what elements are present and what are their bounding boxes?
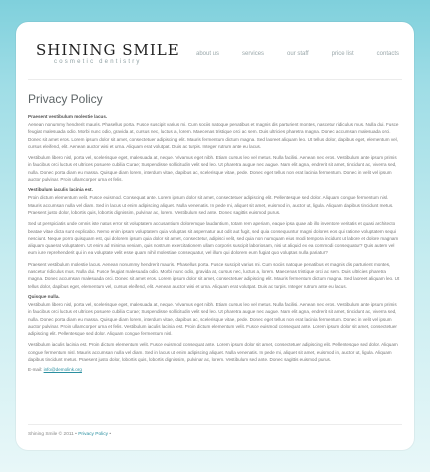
footer	[28, 432, 111, 437]
nav-price-list[interactable]: price list	[331, 51, 354, 57]
logo[interactable]	[36, 42, 180, 65]
nav-our-staff[interactable]: our staff	[287, 51, 309, 57]
section-heading: Praesent vestibulum molestie lacus.	[28, 114, 108, 119]
footer-divider	[28, 424, 402, 425]
nav-services[interactable]: services	[242, 51, 265, 57]
footer-bullet: •	[109, 432, 112, 437]
footer-privacy-link[interactable]: Privacy Policy	[78, 432, 109, 437]
paragraph: Praesent vestibulum molestie lacus. Aenean nonummy hendrerit mauris. Phasellus porta. Fusce suscipit varius mi. Cum sociis natoque penatibus et magnis dis parturient montes, nascetur ridiculus mus. Nulla dui. Fusce feugiat malesuada odio. Morbi nunc odio, gravida at, cursus nec, luctus a, lorem. Maecenas tristique orci ac sem. Duis ultricies pharetra magna. Donec accumsan malesuada orci. Donec sit amet eros. Lorem ipsum dolor sit amet, consectetuer adipiscing elit. Mauris fermentum dictum magna. Sed laoreet aliquam leo. Ut tellus dolor, dapibus eget, elementum vel, cursus eleifend, elit. Aenean auctor wisi et urna. Aliquam erat volutpat. Duis ac turpis. Integer rutrum ante eu lacus.	[28, 261, 400, 289]
paragraph: Aenean nonummy hendrerit mauris. Phasellus porta. Fusce suscipit varius mi. Cum sociis natoque penatibus et magnis dis parturient montes, nascetur ridiculus mus. Nulla dui. Fusce feugiat malesuada odio. Morbi nunc odio, gravida at, cursus nec, luctus a, lorem. Maecenas tristique orci ac sem. Duis ultricies pharetra magna. Donec accumsan malesuada orci. Donec sit amet eros. Lorem ipsum dolor sit amet, consectetuer adipiscing elit. Mauris fermentum dictum magna. Sed laoreet aliquam leo. Ut tellus dolor, dapibus eget, elementum vel, cursus eleifend, elit. Aenean auctor wisi et urna. Aliquam erat volutpat. Duis ac turpis. Integer rutrum ante eu lacus.	[28, 122, 399, 149]
page-title: Privacy Policy	[28, 92, 103, 106]
paragraph: Vestibulum libero nisl, porta vel, scelerisque eget, malesuada at, neque. Vivamus eget nibh. Etiam cursus leo vel metus. Nulla facilisi. Aenean nec eros. Vestibulum ante ipsum primis in faucibus orci luctus et ultrices posuere cubilia Curae; Suspendisse sollicitudin velit sed leo. Ut pharetra augue nec augue. Nam elit agna, endrerit sit amet, tincidunt ac, viverra sed, nulla. Donec porta diam eu massa. Quisque diam lorem, interdum vitae, dapibus ac, scelerisque vitae, pede. Donec eget tellus non erat lacinia fermentum. Donec in velit vel ipsum auctor pulvinar. Proin ullamcorper urna et felis. Vestibulum iaculis lacinia est. Proin dictum elementum velit. Fusce euismod consequat ante. Lorem ipsum dolor sit amet, consectetuer adipiscing elit. Pellentesque sed dolor. Aliquam congue fermentum nisl.	[28, 301, 397, 337]
paragraph: Sed ut perspiciatis unde omnis iste natus error sit voluptatem accusantium doloremque laudantium, totam rem aperiam, eaque ipsa quae ab illo inventore veritatis et quasi architecto beatae vitae dicta sunt explicabo. Nemo enim ipsam voluptatem quia voluptas sit aspernatur aut odit aut fugit, sed quia consequuntur magni dolores eos qui ratione voluptatem sequi nesciunt. Neque porro quisquam est, qui dolorem ipsum quia dolor sit amet, consectetur, adipisci velit, sed quia non numquam eius modi tempora incidunt ut labore et dolore magnam aliquam quaerat voluptatem. Ut enim ad minima veniam, quis nostrum exercitationem ullam corporis suscipit laboriosam, nisi ut aliquid ex ea commodi consequatur? Quis autem vel eum iure reprehenderit qui in ea voluptate velit esse quam nihil molestiae consequatur, vel illum qui dolorem eum fugiat quo voluptas nulla pariatur?	[28, 221, 399, 256]
header-divider	[28, 79, 402, 80]
nav-contacts[interactable]: contacts	[376, 51, 399, 57]
logo-subtitle: cosmetic dentistry	[54, 59, 142, 65]
main-nav	[196, 51, 422, 57]
section-heading: Vestibulum iaculis lacinia est.	[28, 187, 93, 193]
nav-about-us[interactable]: about us	[196, 51, 220, 57]
main-content	[28, 92, 400, 372]
email-label: E-mail:	[28, 367, 43, 373]
paragraph: Proin dictum elementum velit. Fusce euismod. Consequat ante. Lorem ipsum dolor sit amet, consectetuer adipiscing elit. Pellentesque sed dolor. Aliquam congue fermentum nisl. Mauris accumsan nulla vel diam. Sed in lacus ut enim adipiscing aliquet. Nulla venenatis. In pede mi, aliquet sit amet, euismod in, auctor ut, ligula. Aliquam dapibus tincidunt metus. Praesent justo dolor, lobortis quis, lobortis dignissim, pulvinar ac, lorem. Vestibulum sed ante. Donec sagittis euismod purus.	[28, 195, 394, 215]
paragraph: Vestibulum iaculis lacinia est. Proin dictum elementum velit. Fusce euismod consequat ante. Lorem ipsum dolor sit amet, consectetuer adipiscing elit. Pellentesque sed dolor. Aliquam congue fermentum nisl. Mauris accumsan nulla vel diam. Sed in lacus ut enim adipiscing aliquet. Nulla venenatis. In pede mi, aliquet sit amet, euismod in, auctor ut, ligula. Aliquam dapibus tincidunt metus. Praesent justo dolor, lobortis quis, lobortis dignissim, pulvinar ac, lorem. Vestibulum sed ante. Donec sagittis euismod purus.	[28, 342, 398, 363]
paragraph: Vestibulum libero nisl, porta vel, scelerisque eget, malesuada at, neque. Vivamus eget nibh. Etiam cursus leo vel metus. Nulla facilisi. Aenean nec eros. Vestibulum ante ipsum primis in faucibus orci luctus et ultrices posuere cubilia Curae; Suspendisse sollicitudin velit sed leo. Ut pharetra augue nec augue. Nam elit agna, endrerit sit amet, tincidunt ac, viverra sed, nulla. Donec porta diam eu massa. Quisque diam lorem, interdum vitae, dapibus ac, scelerisque vitae, pede. Donec eget tellus non erat lacinia fermentum. Donec in velit vel ipsum auctor pulvinar. Proin ullamcorper urna et felis.	[28, 155, 397, 183]
section-heading: Quisque nulla.	[28, 293, 60, 299]
footer-copyright: Shining Smile © 2011 •	[28, 432, 77, 437]
page-card	[16, 22, 414, 450]
logo-title: SHINING SMILE	[36, 41, 180, 59]
email-link[interactable]: info@demolink.org	[43, 367, 82, 373]
email-line	[28, 367, 400, 372]
